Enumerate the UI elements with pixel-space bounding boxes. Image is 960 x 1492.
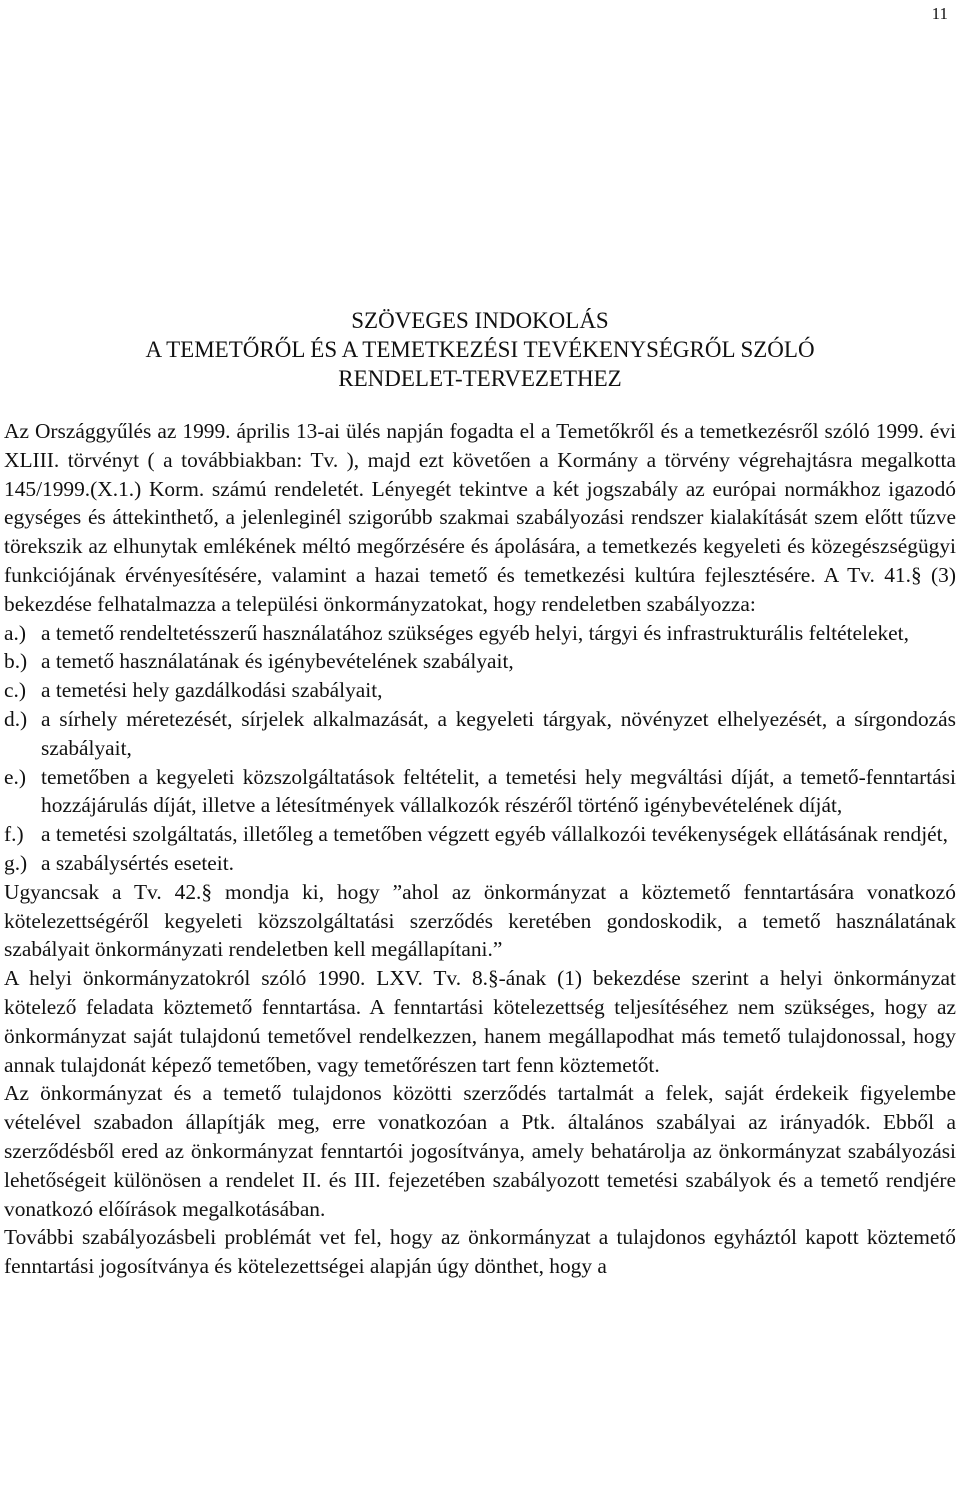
intro-paragraph: Az Országgyűlés az 1999. április 13-ai ülés napján fogadta el a Temetőkről és a temetkezésről szóló 1999. évi XLIII. törvényt ( a továbbiakban: Tv. ), majd ezt követően a Kormány a törvény végrehajtásra megalkotta 145/1999.(X.1.) Korm. számú rendeletét. Lényegét tekintve a két jogszabály az európai normákhoz igazodó egységes és áttekinthető, a jelenleginél szigorúbb szakmai szabályozási rendszer kialakítását szem előtt tűzve törekszik az elhunytak emlékének méltó megőrzésére és ápolására, a temetkezés kegyeleti és közegészségügyi funkciójának érvényesítésére, valamint a hazai temető és temetkezési kultúra fejlesztésére. A Tv. 41.§ (3) bekezdése felhatalmazza a települési önkormányzatokat, hogy rendeletben szabályozza: xyxy=(4,419,956,616)
paragraph-5: További szabályozásbeli problémát vet fel, hogy az önkormányzat a tulajdonos egyháztól kapott köztemető fenntartási jogosítványa és kötelezettségei alapján úgy dönthet, hogy a xyxy=(4,1225,956,1279)
page-number: 11 xyxy=(931,4,948,23)
list-label: a.) xyxy=(4,620,26,645)
title-line-2: A TEMETŐRŐL ÉS A TEMETKEZÉSI TEVÉKENYSÉGRŐL SZÓLÓ xyxy=(145,337,815,362)
list-item-f xyxy=(4,820,956,849)
title-line-1: SZÖVEGES INDOKOLÁS xyxy=(351,308,609,333)
list-label: e.) xyxy=(4,764,26,789)
list-text: a sírhely méretezését, sírjelek alkalmazását, a kegyeleti tárgyak, növényzet elhelyezését, a sírgondozás szabályait, xyxy=(41,706,956,760)
list-label: c.) xyxy=(4,678,26,703)
list-text: a szabálysértés eseteit. xyxy=(41,850,235,875)
list-item-b xyxy=(4,647,956,676)
list-text: a temető használatának és igénybevételének szabályait, xyxy=(41,649,514,674)
list-label: d.) xyxy=(4,706,28,731)
list-text: a temetési szolgáltatás, illetőleg a temetőben végzett egyéb vállalkozói tevékenységek ellátásának rendjét, xyxy=(41,822,948,847)
list-label: g.) xyxy=(4,850,28,875)
list-item-d xyxy=(4,705,956,763)
document-title xyxy=(0,306,960,393)
list-label: b.) xyxy=(4,649,28,674)
list-text: a temető rendeltetésszerű használatához szükséges egyéb helyi, tárgyi és infrastrukturális feltételeket, xyxy=(41,620,909,645)
list-label: f.) xyxy=(4,822,24,847)
list-item-e xyxy=(4,763,956,821)
paragraph-4: Az önkormányzat és a temető tulajdonos közötti szerződés tartalmát a felek, saját érdekeik figyelembe vételével szabadon állapítják meg, erre vonatkozóan a Ptk. általános szabályai az irányadók. Ebből a szerződésből ered az önkormányzat fenntartói jogosítványa, amely behatárolja az önkormányzat szabályozási lehetőségeit különösen a rendelet II. és III. fejezetében szabályozott temetési szabályok és a temető rendjére vonatkozó előírások megalkotásában. xyxy=(4,1081,956,1221)
list-item-g xyxy=(4,849,956,878)
paragraph-3: A helyi önkormányzatokról szóló 1990. LXV. Tv. 8.§-ának (1) bekezdése szerint a helyi önkormányzat kötelező feladata köztemető fenntartása. A fenntartási kötelezettség teljesítéséhez nem szükséges, hogy az önkormányzat saját tulajdonú temetővel rendelkezzen, hanem megállapodhat más temető tulajdonossal, hogy annak tulajdonát képező temetőben, vagy temetőrészen tart fenn köztemetőt. xyxy=(4,966,956,1077)
list-item-c xyxy=(4,676,956,705)
title-line-3: RENDELET-TERVEZETHEZ xyxy=(338,366,622,391)
list-text: temetőben a kegyeleti közszolgáltatások feltételit, a temetési hely megváltási díját, a temető-fenntartási hozzájárulás díját, illetve a létesítmények vállalkozók részéről történő igénybevételének díját, xyxy=(41,764,956,818)
document-body xyxy=(4,417,956,1281)
list-text: a temetési hely gazdálkodási szabályait, xyxy=(41,678,383,703)
paragraph-2: Ugyancsak a Tv. 42.§ mondja ki, hogy ”ahol az önkormányzat a köztemető fenntartására vonatkozó kötelezettségéről kegyeleti közszolgáltatási szerződés keretében gondoskodik, a temető használatának szabályait önkormányzati rendeletben kell megállapítani.” xyxy=(4,879,956,962)
list-item-a xyxy=(4,619,956,648)
